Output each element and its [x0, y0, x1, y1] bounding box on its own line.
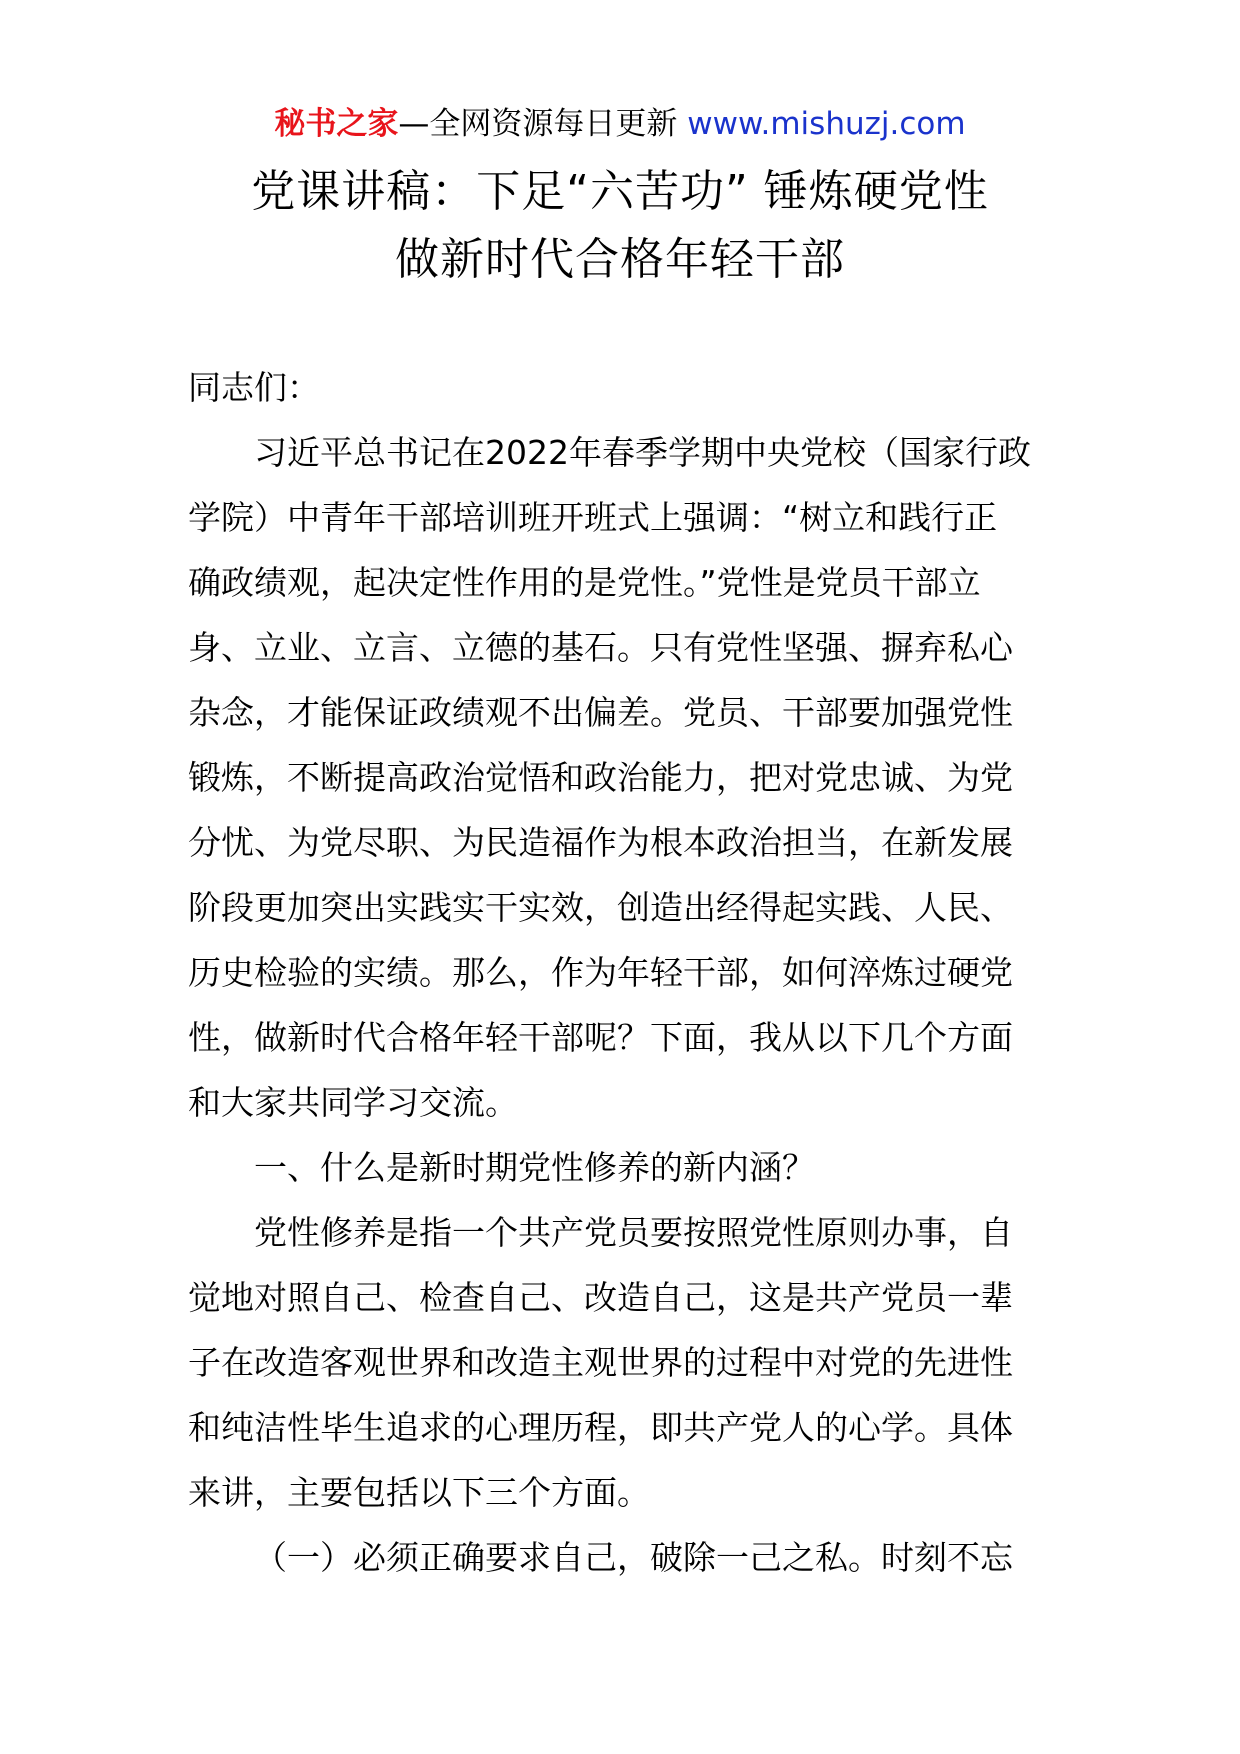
section-heading: 一、什么是新时期党性修养的新内涵？ — [254, 1148, 815, 1187]
paragraph-line: 觉地对照自己、检查自己、改造自己，这是共产党员一辈 — [188, 1278, 1013, 1317]
paragraph-line: 杂念，才能保证政绩观不出偏差。党员、干部要加强党性 — [188, 693, 1013, 732]
paragraph-line: 党性修养是指一个共产党员要按照党性原则办事，自 — [254, 1213, 1013, 1252]
site-brand: 秘书之家 — [274, 106, 399, 142]
paragraph-line: 锻炼，不断提高政治觉悟和政治能力，把对党忠诚、为党 — [188, 758, 1013, 797]
site-header — [0, 102, 1240, 146]
paragraph-line: 确政绩观，起决定性作用的是党性。”党性是党员干部立 — [188, 563, 981, 602]
paragraph-line: 和大家共同学习交流。 — [188, 1083, 518, 1122]
salutation: 同志们： — [188, 368, 320, 407]
paragraph-line: 习近平总书记在2022年春季学期中央党校（国家行政 — [254, 433, 1031, 472]
paragraph-line: 和纯洁性毕生追求的心理历程，即共产党人的心学。具体 — [188, 1408, 1013, 1447]
document-title-line-1: 党课讲稿：下足“六苦功” 锤炼硬党性 — [251, 166, 989, 217]
paragraph-line: 学院）中青年干部培训班开班式上强调：“树立和践行正 — [188, 498, 998, 537]
paragraph-line: 历史检验的实绩。那么，作为年轻干部，如何淬炼过硬党 — [188, 953, 1013, 992]
document-body — [188, 355, 1058, 1590]
paragraph-line: 身、立业、立言、立德的基石。只有党性坚强、摒弃私心 — [188, 628, 1013, 667]
site-url[interactable]: www.mishuzj.com — [687, 106, 966, 142]
paragraph-line: 阶段更加突出实践实干实效，创造出经得起实践、人民、 — [188, 888, 1013, 927]
site-tagline: —全网资源每日更新 — [398, 106, 678, 142]
paragraph-line: 来讲，主要包括以下三个方面。 — [188, 1473, 650, 1512]
document-title-line-2: 做新时代合格年轻干部 — [395, 234, 845, 285]
paragraph-line: 性，做新时代合格年轻干部呢？下面，我从以下几个方面 — [188, 1018, 1013, 1057]
paragraph-line: 子在改造客观世界和改造主观世界的过程中对党的先进性 — [188, 1343, 1013, 1382]
subsection-heading: （一）必须正确要求自己，破除一己之私。时刻不忘 — [254, 1538, 1013, 1577]
paragraph-line: 分忧、为党尽职、为民造福作为根本政治担当，在新发展 — [188, 823, 1013, 862]
